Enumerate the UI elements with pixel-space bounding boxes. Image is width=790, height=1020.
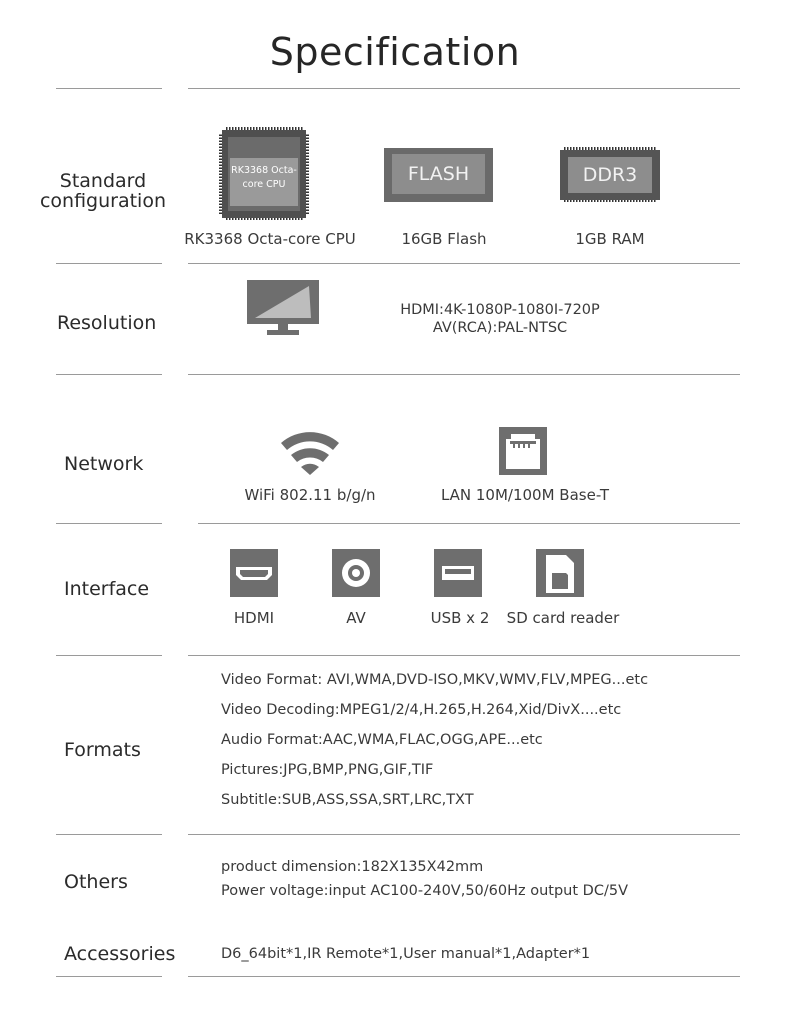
av-port-icon bbox=[332, 549, 380, 597]
divider bbox=[188, 88, 740, 89]
section-label-network: Network bbox=[64, 453, 144, 475]
cpu-caption: RK3368 Octa-core CPU bbox=[184, 230, 356, 248]
section-label-resolution: Resolution bbox=[57, 312, 157, 334]
hdmi-port-icon bbox=[230, 549, 278, 597]
formats-line: Pictures:JPG,BMP,PNG,GIF,TIF bbox=[221, 762, 434, 778]
wifi-icon bbox=[277, 425, 343, 477]
divider bbox=[188, 834, 740, 835]
ram-caption: 1GB RAM bbox=[575, 230, 645, 248]
divider bbox=[198, 523, 740, 524]
hdmi-caption: HDMI bbox=[233, 609, 275, 627]
divider bbox=[56, 88, 162, 89]
wifi-caption: WiFi 802.11 b/g/n bbox=[244, 486, 376, 504]
ddr3-chip-label: DDR3 bbox=[568, 157, 652, 193]
formats-line: Video Decoding:MPEG1/2/4,H.265,H.264,Xid/DivX....etc bbox=[221, 702, 622, 718]
flash-caption: 16GB Flash bbox=[401, 230, 487, 248]
formats-line: Audio Format:AAC,WMA,FLAC,OGG,APE...etc bbox=[221, 732, 543, 748]
divider bbox=[56, 263, 162, 264]
flash-chip-label: FLASH bbox=[392, 154, 485, 194]
usb-caption: USB x 2 bbox=[430, 609, 490, 627]
monitor-icon bbox=[245, 278, 321, 338]
sd-card-icon bbox=[536, 549, 584, 597]
sd-caption: SD card reader bbox=[506, 609, 620, 627]
resolution-av: AV(RCA):PAL-NTSC bbox=[432, 320, 568, 336]
divider bbox=[56, 834, 162, 835]
divider bbox=[188, 976, 740, 977]
others-power: Power voltage:input AC100-240V,50/60Hz output DC/5V bbox=[221, 883, 628, 899]
resolution-hdmi: HDMI:4K-1080P-1080I-720P bbox=[400, 302, 600, 318]
divider bbox=[56, 374, 162, 375]
section-label-others: Others bbox=[64, 871, 128, 893]
lan-port-icon bbox=[499, 427, 547, 475]
cpu-chip-label: RK3368 Octa-core CPU bbox=[230, 158, 298, 206]
divider bbox=[56, 523, 162, 524]
section-label-line: configuration bbox=[39, 190, 167, 212]
divider bbox=[188, 655, 740, 656]
section-label-standard bbox=[38, 171, 168, 211]
usb-port-icon bbox=[434, 549, 482, 597]
section-label-accessories: Accessories bbox=[64, 943, 176, 965]
av-caption: AV bbox=[346, 609, 366, 627]
section-label-formats: Formats bbox=[64, 739, 141, 761]
others-dimension: product dimension:182X135X42mm bbox=[221, 859, 484, 875]
divider bbox=[188, 263, 740, 264]
divider bbox=[188, 374, 740, 375]
page-title: Specification bbox=[269, 30, 521, 74]
formats-line: Video Format: AVI,WMA,DVD-ISO,MKV,WMV,FLV,MPEG...etc bbox=[221, 672, 649, 688]
lan-caption: LAN 10M/100M Base-T bbox=[440, 486, 610, 504]
accessories-text: D6_64bit*1,IR Remote*1,User manual*1,Adapter*1 bbox=[221, 946, 591, 962]
divider bbox=[56, 655, 162, 656]
section-label-interface: Interface bbox=[64, 578, 150, 600]
formats-line: Subtitle:SUB,ASS,SSA,SRT,LRC,TXT bbox=[221, 792, 474, 808]
section-label-line: Standard bbox=[59, 170, 147, 192]
divider bbox=[56, 976, 162, 977]
